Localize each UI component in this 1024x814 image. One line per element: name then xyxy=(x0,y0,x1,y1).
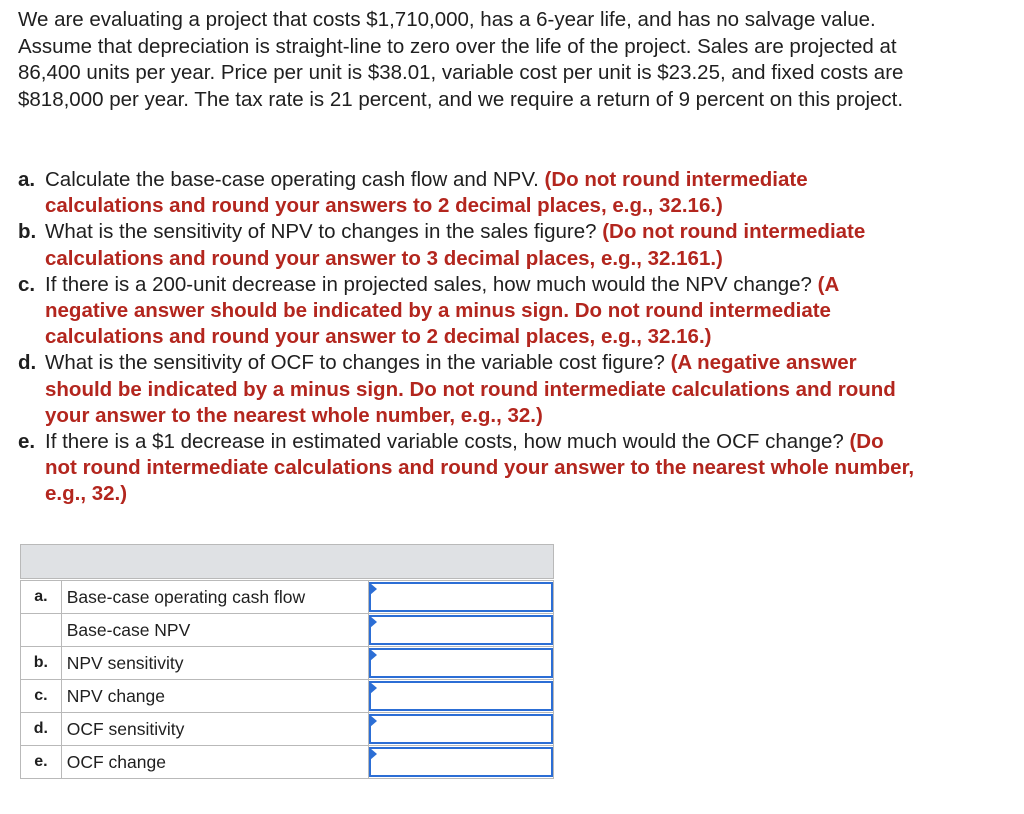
row-letter xyxy=(21,614,62,647)
row-label: NPV sensitivity xyxy=(61,647,368,680)
answer-table-header xyxy=(21,545,554,579)
answer-table xyxy=(20,544,554,779)
question-c xyxy=(18,272,918,351)
row-label: OCF change xyxy=(61,746,368,779)
question-text: Calculate the base-case operating cash flow and NPV. xyxy=(45,168,539,191)
answer-cell xyxy=(368,581,553,614)
question-instruction: (A negative answer should be indicated by a minus sign. Do not round intermediate calculations and round your answer to 2 decimal places, e.g., 32.16.) xyxy=(45,272,839,349)
question-instruction: (Do not round intermediate calculations and round your answer to the nearest whole number, e.g., 32.) xyxy=(45,430,915,506)
row-letter: b. xyxy=(21,647,62,680)
question-text: If there is a 200-unit decrease in projected sales, how much would the NPV change? xyxy=(45,272,812,296)
input-flag-icon xyxy=(370,715,377,727)
input-wrapper xyxy=(369,615,553,645)
question-letter: e. xyxy=(18,430,36,454)
input-wrapper xyxy=(369,582,553,612)
question-instruction: (A negative answer should be indicated by a minus sign. Do not round intermediate calculations and round your answer to the nearest whole number, e.g., 32.) xyxy=(45,351,896,427)
ocf-sensitivity-input[interactable] xyxy=(371,716,551,742)
question-letter: a. xyxy=(18,168,36,191)
question-b xyxy=(18,219,918,271)
question-text: What is the sensitivity of OCF to changes in the variable cost figure? xyxy=(45,351,665,375)
question-instruction: (Do not round intermediate calculations and round your answer to 3 decimal places, e.g., 32.161.) xyxy=(45,220,866,270)
question-text: What is the sensitivity of NPV to changes in the sales figure? xyxy=(45,220,597,244)
row-letter: c. xyxy=(21,680,62,713)
input-flag-icon xyxy=(370,616,377,628)
question-a xyxy=(18,167,918,219)
question-body xyxy=(45,219,918,271)
answer-cell xyxy=(368,746,553,779)
ocf-change-input[interactable] xyxy=(371,749,551,775)
npv-sensitivity-input[interactable] xyxy=(371,650,551,676)
ocf-base-input[interactable] xyxy=(371,584,551,610)
table-row xyxy=(21,647,554,680)
input-wrapper xyxy=(369,648,553,678)
question-letter: c. xyxy=(18,272,36,296)
input-wrapper xyxy=(369,714,553,744)
question-e xyxy=(18,429,918,508)
input-flag-icon xyxy=(370,748,377,760)
table-row xyxy=(21,713,554,746)
question-text: If there is a $1 decrease in estimated variable costs, how much would the OCF change? xyxy=(45,430,844,454)
answer-cell xyxy=(368,680,553,713)
question-d xyxy=(18,350,918,429)
question-letter: d. xyxy=(18,351,37,375)
table-row xyxy=(21,746,554,779)
npv-base-input[interactable] xyxy=(371,617,551,643)
input-wrapper xyxy=(369,681,553,711)
row-letter: a. xyxy=(21,581,62,614)
row-letter: e. xyxy=(21,746,62,779)
row-label: OCF sensitivity xyxy=(61,713,368,746)
npv-change-input[interactable] xyxy=(371,683,551,709)
table-row xyxy=(21,581,554,614)
question-instruction: (Do not round intermediate calculations and round your answers to 2 decimal places, e.g., 32.16.) xyxy=(45,168,808,218)
question-body xyxy=(45,167,918,219)
input-flag-icon xyxy=(370,583,377,595)
row-label: Base-case operating cash flow xyxy=(61,581,368,614)
answer-table-header-row xyxy=(21,545,554,579)
question-body xyxy=(45,272,918,351)
input-flag-icon xyxy=(370,649,377,661)
question-body xyxy=(45,429,918,508)
row-letter: d. xyxy=(21,713,62,746)
question-list xyxy=(18,167,918,508)
input-flag-icon xyxy=(370,682,377,694)
input-wrapper xyxy=(369,747,553,777)
problem-statement: We are evaluating a project that costs $1,710,000, has a 6-year life, and has no salvage value. Assume that depreciation is straight-line to zero over the life of the project. Sales are projected at 86,400 units per year. Price per unit is $38.01, variable cost per unit is $23.25, and fixed costs are $818,000 per year. The tax rate is 21 percent, and we require a return of 9 percent on this project. xyxy=(18,8,904,111)
table-row xyxy=(21,680,554,713)
answer-cell xyxy=(368,614,553,647)
answer-cell xyxy=(368,713,553,746)
table-row xyxy=(21,614,554,647)
question-body xyxy=(45,350,918,429)
answer-cell xyxy=(368,647,553,680)
row-label: Base-case NPV xyxy=(61,614,368,647)
row-label: NPV change xyxy=(61,680,368,713)
question-letter: b. xyxy=(18,220,37,244)
